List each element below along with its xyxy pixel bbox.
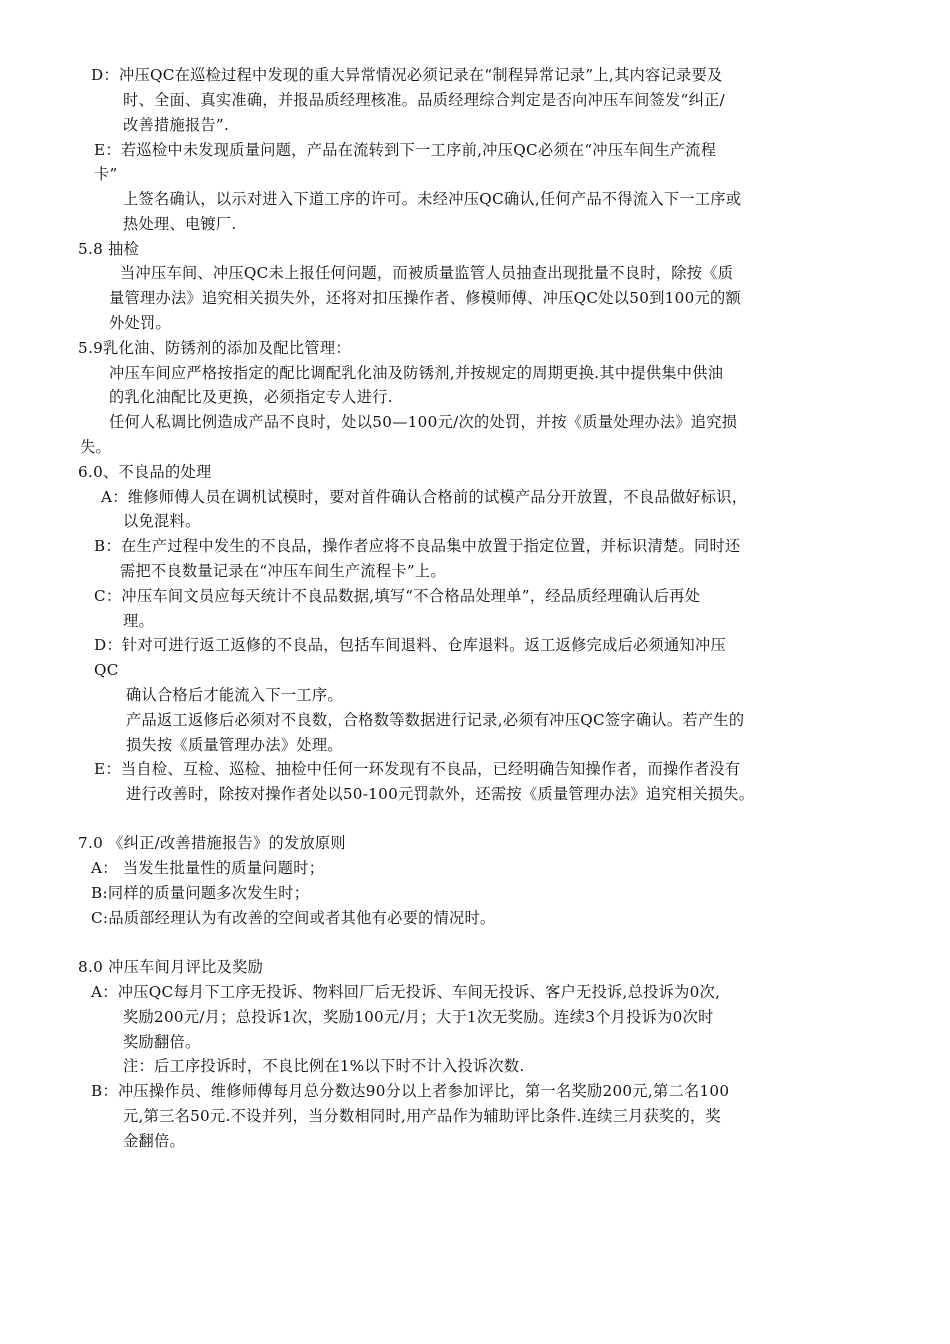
- text-line: 损失按《质量管理办法》处理。: [126, 736, 343, 754]
- text-line: 奖励200元/月；总投诉1次，奖励100元/月；大于1次无奖励。连续3个月投诉为0次时: [123, 1008, 714, 1026]
- text-line: 奖励翻倍。: [123, 1033, 201, 1051]
- text-line: 任何人私调比例造成产品不良时，处以50—100元/次的处罚，并按《质量处理办法》追究损: [109, 413, 738, 431]
- text-line: 以免混料。: [123, 512, 201, 530]
- text-line: 外处罚。: [109, 314, 171, 332]
- text-line: 热处理、电镀厂.: [123, 215, 237, 233]
- text-line: E：当自检、互检、巡检、抽检中任何一环发现有不良品，已经明确告知操作者，而操作者没有: [94, 760, 741, 778]
- text-line: 进行改善时，除按对操作者处以50-100元罚款外，还需按《质量管理办法》追究相关损失。: [126, 785, 755, 803]
- text-line: 量管理办法》追究相关损失外，还将对扣压操作者、修模师傅、冲压QC处以50到100元的额: [109, 289, 742, 307]
- text-line: C：冲压车间文员应每天统计不良品数据,填写“不合格品处理单”，经品质经理确认后再处: [94, 587, 701, 605]
- text-line: 元,第三名50元.不设并列，当分数相同时,用产品作为辅助评比条件.连续三月获奖的，奖: [123, 1107, 721, 1125]
- text-line: 改善措施报告”.: [123, 116, 230, 134]
- text-line: B:同样的质量问题多次发生时；: [91, 884, 310, 902]
- text-line: 卡”: [94, 165, 118, 183]
- text-line: A：维修师傅人员在调机试模时，要对首件确认合格前的试模产品分开放置，不良品做好标识，: [101, 488, 748, 506]
- text-line: 理。: [123, 612, 154, 630]
- text-line: B：冲压操作员、维修师傅每月总分数达90分以上者参加评比，第一名奖励200元,第二名100: [91, 1082, 730, 1100]
- text-line: 上签名确认，以示对进入下道工序的许可。未经冲压QC确认,任何产品不得流入下一工序或: [123, 190, 742, 208]
- text-line: 时、全面、真实准确，并报品质经理核准。品质经理综合判定是否向冲压车间签发“纠正/: [123, 91, 726, 109]
- text-line: D：冲压QC在巡检过程中发现的重大异常情况必须记录在“制程异常记录”上,其内容记录要及: [91, 66, 723, 84]
- text-line: D：针对可进行返工返修的不良品，包括车间退料、仓库退料。返工返修完成后必须通知冲压: [94, 636, 726, 654]
- section-heading: 7.0 《纠正/改善措施报告》的发放原则: [78, 834, 346, 852]
- section-heading: 5.9乳化油、防锈剂的添加及配比管理：: [78, 339, 351, 357]
- text-line: 产品返工返修后必须对不良数，合格数等数据进行记录,必须有冲压QC签字确认。若产生的: [126, 711, 745, 729]
- text-line: QC: [94, 661, 119, 679]
- text-line: 失。: [80, 438, 111, 456]
- note-line: 注：后工序投诉时，不良比例在1%以下时不计入投诉次数.: [123, 1057, 525, 1075]
- section-heading: 6.0、不良品的处理: [78, 463, 212, 481]
- text-line: A： 当发生批量性的质量问题时；: [91, 859, 325, 877]
- text-line: 需把不良数量记录在“冲压车间生产流程卡”上。: [120, 562, 446, 580]
- text-line: C:品质部经理认为有改善的空间或者其他有必要的情况时。: [91, 909, 496, 927]
- section-heading: 5.8 抽检: [78, 240, 140, 258]
- text-line: 的乳化油配比及更换，必须指定专人进行.: [109, 388, 393, 406]
- text-line: 冲压车间应严格按指定的配比调配乳化油及防锈剂,并按规定的周期更换.其中提供集中供油: [109, 364, 724, 382]
- text-line: A：冲压QC每月下工序无投诉、物料回厂后无投诉、车间无投诉、客户无投诉,总投诉为0次,: [91, 983, 721, 1001]
- section-heading: 8.0 冲压车间月评比及奖励: [78, 958, 264, 976]
- text-line: B：在生产过程中发生的不良品，操作者应将不良品集中放置于指定位置，并标识清楚。同时还: [94, 537, 741, 555]
- text-line: 确认合格后才能流入下一工序。: [126, 686, 343, 704]
- text-line: 当冲压车间、冲压QC未上报任何问题，而被质量监管人员抽查出现批量不良时，除按《质: [120, 264, 734, 282]
- text-line: 金翻倍。: [123, 1132, 185, 1150]
- text-line: E：若巡检中未发现质量问题，产品在流转到下一工序前,冲压QC必须在“冲压车间生产流程: [94, 141, 717, 159]
